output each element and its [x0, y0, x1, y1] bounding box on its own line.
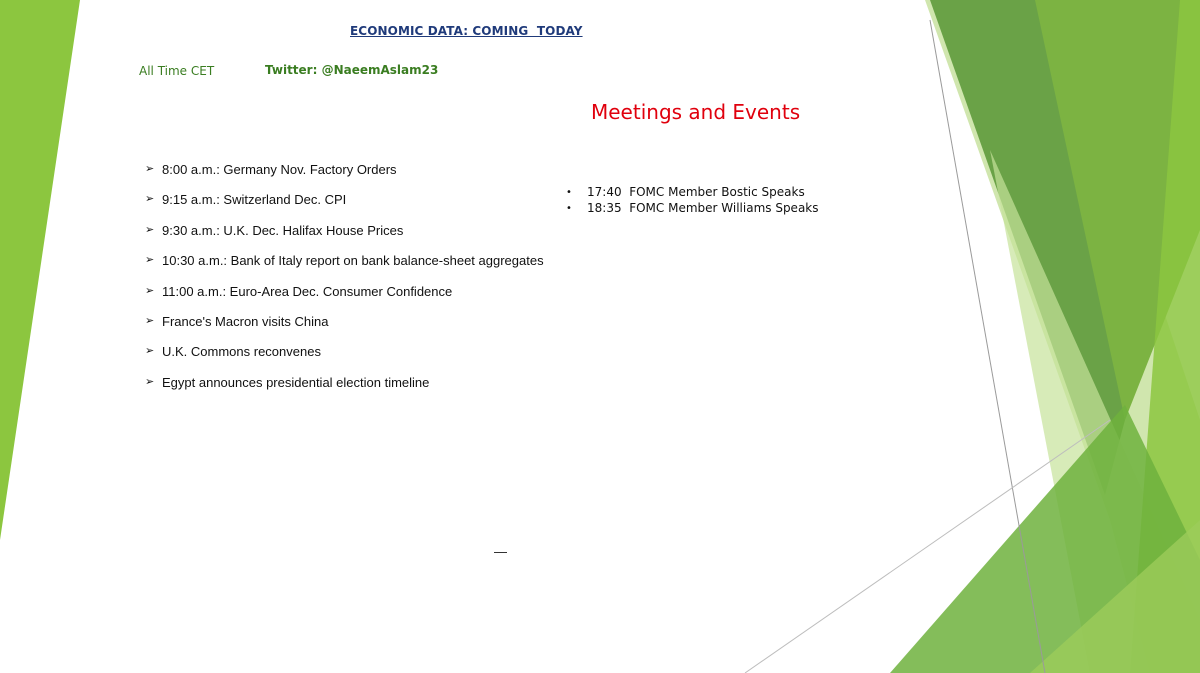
- twitter-handle: Twitter: @NaeemAslam23: [265, 63, 439, 77]
- list-item: [145, 374, 544, 404]
- list-item: [145, 161, 544, 191]
- meetings-title: Meetings and Events: [591, 100, 801, 124]
- list-item: [566, 200, 819, 216]
- economic-data-list: [145, 161, 544, 404]
- arrow-bullet-icon: ➢: [145, 254, 155, 267]
- arrow-bullet-icon: ➢: [145, 223, 155, 236]
- arrow-bullet-icon: ➢: [145, 345, 155, 358]
- arrow-bullet-icon: ➢: [145, 314, 155, 327]
- left-green-stripe: [0, 0, 80, 540]
- meeting-text: 17:40 FOMC Member Bostic Speaks: [587, 185, 805, 199]
- list-item: [145, 252, 544, 282]
- meeting-text: 18:35 FOMC Member Williams Speaks: [587, 201, 819, 215]
- list-item-text: 9:30 a.m.: U.K. Dec. Halifax House Prices: [162, 222, 404, 238]
- timezone-label: All Time CET: [139, 64, 215, 78]
- list-item-text: U.K. Commons reconvenes: [162, 344, 321, 360]
- list-item-text: France's Macron visits China: [162, 313, 329, 329]
- list-item-text: 10:30 a.m.: Bank of Italy report on bank balance-sheet aggregates: [162, 253, 544, 269]
- page-title: ECONOMIC DATA: COMING TODAY: [350, 24, 583, 38]
- meetings-list: [566, 184, 819, 216]
- divider-dash: [494, 552, 507, 553]
- arrow-bullet-icon: ➢: [145, 163, 155, 175]
- list-item: [145, 343, 544, 373]
- list-item-text: Egypt announces presidential election timeline: [162, 374, 430, 390]
- list-item: [145, 222, 544, 252]
- list-item-text: 9:15 a.m.: Switzerland Dec. CPI: [162, 192, 347, 208]
- list-item-text: 8:00 a.m.: Germany Nov. Factory Orders: [162, 162, 397, 177]
- list-item: [145, 313, 544, 343]
- list-item-text: 11:00 a.m.: Euro-Area Dec. Consumer Confidence: [162, 283, 453, 299]
- arrow-bullet-icon: ➢: [145, 193, 155, 206]
- list-item: [145, 191, 544, 221]
- arrow-bullet-icon: ➢: [145, 284, 155, 297]
- list-item: [145, 283, 544, 313]
- dot-bullet-icon: •: [566, 202, 572, 214]
- list-item: [566, 184, 819, 200]
- dot-bullet-icon: •: [566, 186, 572, 198]
- arrow-bullet-icon: ➢: [145, 375, 155, 388]
